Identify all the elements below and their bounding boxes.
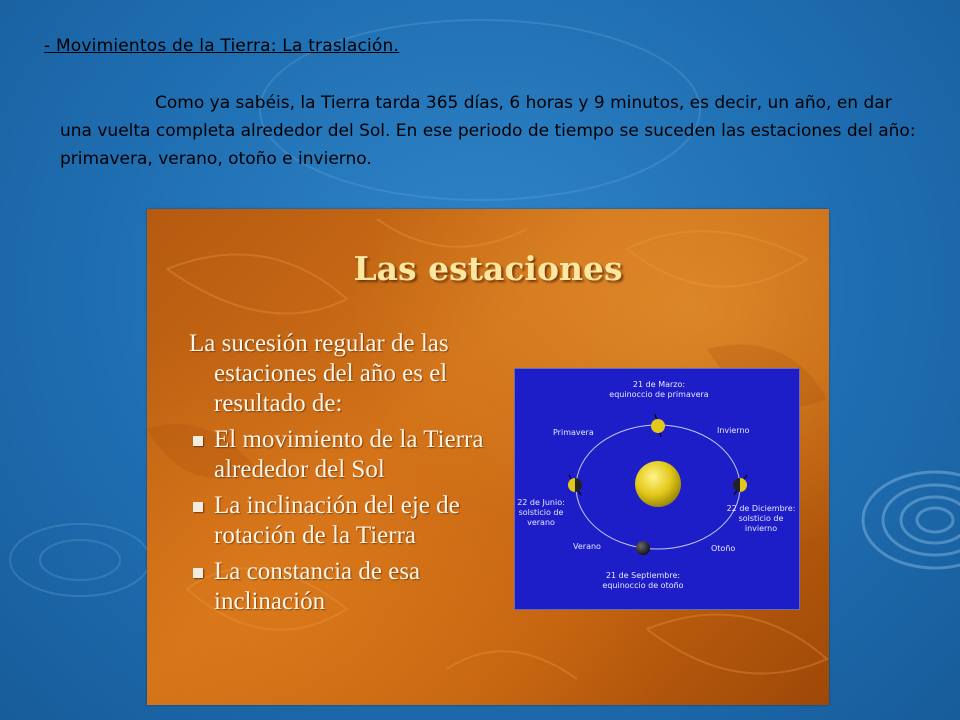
list-item xyxy=(189,557,519,617)
december-date-text: 22 de Diciembre: xyxy=(726,504,796,513)
december-label xyxy=(723,504,799,534)
june-season-text: verano xyxy=(527,518,555,527)
seasons-slide xyxy=(147,209,829,705)
earth-september-icon xyxy=(636,541,650,555)
march-event-text: equinoccio de primavera xyxy=(609,390,709,399)
december-season-text: invierno xyxy=(744,524,778,533)
sun-icon xyxy=(635,461,681,507)
september-event-text: equinoccio de otoño xyxy=(602,581,684,590)
slide-lead-text: La sucesión regular de las estaciones del año es el resultado de: xyxy=(189,330,449,417)
square-bullet-icon xyxy=(193,436,203,446)
slide-text xyxy=(189,329,519,623)
september-label xyxy=(593,571,693,591)
otono-label: Otoño xyxy=(711,544,736,553)
bullet-list xyxy=(189,425,519,617)
list-item xyxy=(189,491,519,551)
square-bullet-icon xyxy=(193,568,203,578)
bullet-text: La constancia de esa inclinación xyxy=(214,558,421,615)
slide-title: Las estaciones xyxy=(353,249,623,288)
earth-orbit-diagram xyxy=(514,368,800,610)
earth-june-icon xyxy=(568,478,582,492)
section-heading: - Movimientos de la Tierra: La traslación. xyxy=(44,36,400,56)
invierno-label: Invierno xyxy=(717,426,750,435)
december-event-text: solsticio de xyxy=(738,514,784,523)
verano-label: Verano xyxy=(573,542,601,551)
square-bullet-icon xyxy=(193,502,203,512)
primavera-label: Primavera xyxy=(553,428,594,437)
june-label xyxy=(515,498,567,528)
earth-march-icon xyxy=(651,419,665,433)
bullet-text: La inclinación del eje de rotación de la Tierra xyxy=(214,492,460,549)
list-item xyxy=(189,425,519,485)
intro-paragraph: Como ya sabéis, la Tierra tarda 365 días, 6 horas y 9 minutos, es decir, un año, en dar una vuelta completa alrededor del Sol. En ese periodo de tiempo se suceden las estaciones del año: primavera, verano, otoño e invierno. xyxy=(60,93,916,169)
march-date-text: 21 de Marzo: xyxy=(632,380,686,389)
bullet-text: El movimiento de la Tierra alrededor del Sol xyxy=(214,426,484,483)
march-label xyxy=(607,380,711,400)
june-date-text: 22 de Junio: xyxy=(517,498,565,507)
earth-december-icon xyxy=(733,478,747,492)
september-date-text: 21 de Septiembre: xyxy=(605,571,681,580)
june-event-text: solsticio de xyxy=(518,508,564,517)
